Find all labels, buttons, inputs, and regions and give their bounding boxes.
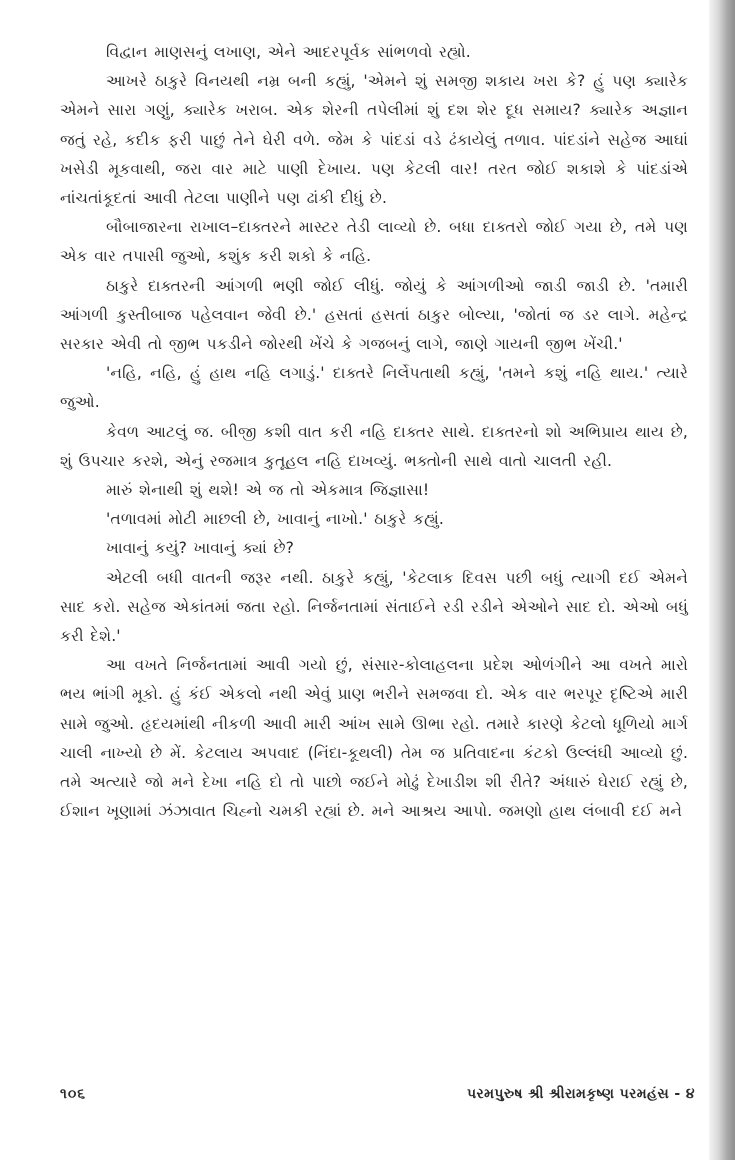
paragraph: મારું શેનાથી શું થશે! એ જ તો એકમાત્ર જિજ્ઞાસા! — [106, 481, 430, 500]
paragraph: બૌબાજારના રાખાલ–દાક્તરને માસ્ટર તેડી લાવ્યો છે. બધા દાક્તરો જોઈ ગયા છે, તમે પણ એક વાર તપાસી જુઓ, કશુંક કરી શકો કે નહિ. — [60, 218, 688, 266]
running-title: પરમપુરુષ શ્રી શ્રીરામકૃષ્ણ પરમહંસ - ૪ — [467, 1086, 695, 1102]
page-footer — [60, 1080, 695, 1108]
paragraph: વિદ્વાન માણસનું લખાણ, એને આદરપૂર્વક સાંભળવો રહ્યો. — [106, 43, 471, 61]
paragraph: કેવળ આટલું જ. બીજી કશી વાત કરી નહિ દાક્તર સાથે. દાક્તરનો શો અભિપ્રાય થાય છે, શું ઉપચાર કરશે, એનું રજમાત્ર કુતૂહલ નહિ દાખવ્યું. ભક્તોની સાથે વાતો ચાલતી રહી. — [60, 422, 688, 470]
paragraph: 'નહિ, નહિ, હું હાથ નહિ લગાડું.' દાક્તરે નિર્લેપતાથી કહ્યું, 'તમને કશું નહિ થાય.' ત્યારે જુઓ. — [60, 364, 688, 412]
page-number: ૧૦૬ — [60, 1086, 87, 1102]
paragraph: ખાવાનું કયું? ખાવાનું ક્યાં છે? — [106, 539, 295, 558]
binding-shadow — [709, 0, 735, 1160]
paragraph: ઠાકુરે દાક્તરની આંગળી ભણી જોઈ લીધું. જોયું કે આંગળીઓ જાડી જાડી છે. 'તમારી આંગળી કુસ્તીબાજ પહેલવાન જેવી છે.' હસતાં હસતાં ઠાકુર બોલ્યા, 'જોતાં જ ડર લાગે. મહેન્દ્ર સરકાર એવી તો જીભ પકડીને જોરથી ખેંચે કે ગજબનું લાગે, જાણે ગાયની જીભ ખેંચી.' — [60, 276, 688, 354]
paragraph: 'તળાવમાં મોટી માછલી છે, ખાવાનું નાખો.' ઠાકુરે કહ્યું. — [106, 510, 444, 529]
paragraph: આ વખતે નિર્જનતામાં આવી ગયો છું, સંસાર-કોલાહલના પ્રદેશ ઓળંગીને આ વખતે મારો ભય ભાંગી મૂકો. હું કંઈ એકલો નથી એવું પ્રાણ ભરીને સમજવા દો. એક વાર ભરપૂર દૃષ્ટિએ મારી સામે જુઓ. હૃદયમાંથી નીકળી આવી મારી આંખ સામે ઊભા રહો. તમારે કારણે કેટલો ધૂળિયો માર્ગ ચાલી નાખ્યો છે મેં. કેટલાય અપવાદ (નિંદા-કૂથલી) તેમ જ પ્રતિવાદના કંટકો ઉલ્લંઘી આવ્યો છું. તમે અત્યારે જો મને દેખા નહિ દો તો પાછો જઈને મોઢું દેખાડીશ શી રીતે? અંધારું ઘેરાઈ રહ્યું છે, ઈશાન ખૂણામાં ઝંઝાવાત ચિહ્નો ચમકી રહ્યાં છે. મને આશ્રય આપો. જમણો હાથ લંબાવી દઈ મને — [60, 656, 688, 821]
paragraph: આખરે ઠાકુરે વિનયથી નમ્ર બની કહ્યું, 'એમને શું સમજી શકાય ખરા કે? હું પણ ક્યારેક એમને સારા ગણું, ક્યારેક ખરાબ. એક શેરની તપેલીમાં શું દશ શેર દૂધ સમાય? ક્યારેક અજ્ઞાન જતું રહે, કદીક ફરી પાછું તેને ઘેરી વળે. જેમ કે પાંદડાં વડે ઢંકાયેલું તળાવ. પાંદડાંને સહેજ આઘાં ખસેડી મૂકવાથી, જરા વાર માટે પાણી દેખાય. પણ કેટલી વાર! તરત જોઈ શકાશે કે પાંદડાંએ નાંચતાંકૂદતાં આવી તેટલા પાણીને પણ ઢાંકી દીધું છે. — [60, 72, 688, 208]
paragraph: એટલી બધી વાતની જરૂર નથી. ઠાકુરે કહ્યું, 'કેટલાક દિવસ પછી બધું ત્યાગી દઈ એમને સાદ કરો. સહેજ એકાંતમાં જતા રહો. નિર્જનતામાં સંતાઈને રડી રડીને એઓને સાદ દો. એઓ બધું કરી દેશે.' — [60, 568, 688, 646]
body-text — [60, 38, 688, 826]
